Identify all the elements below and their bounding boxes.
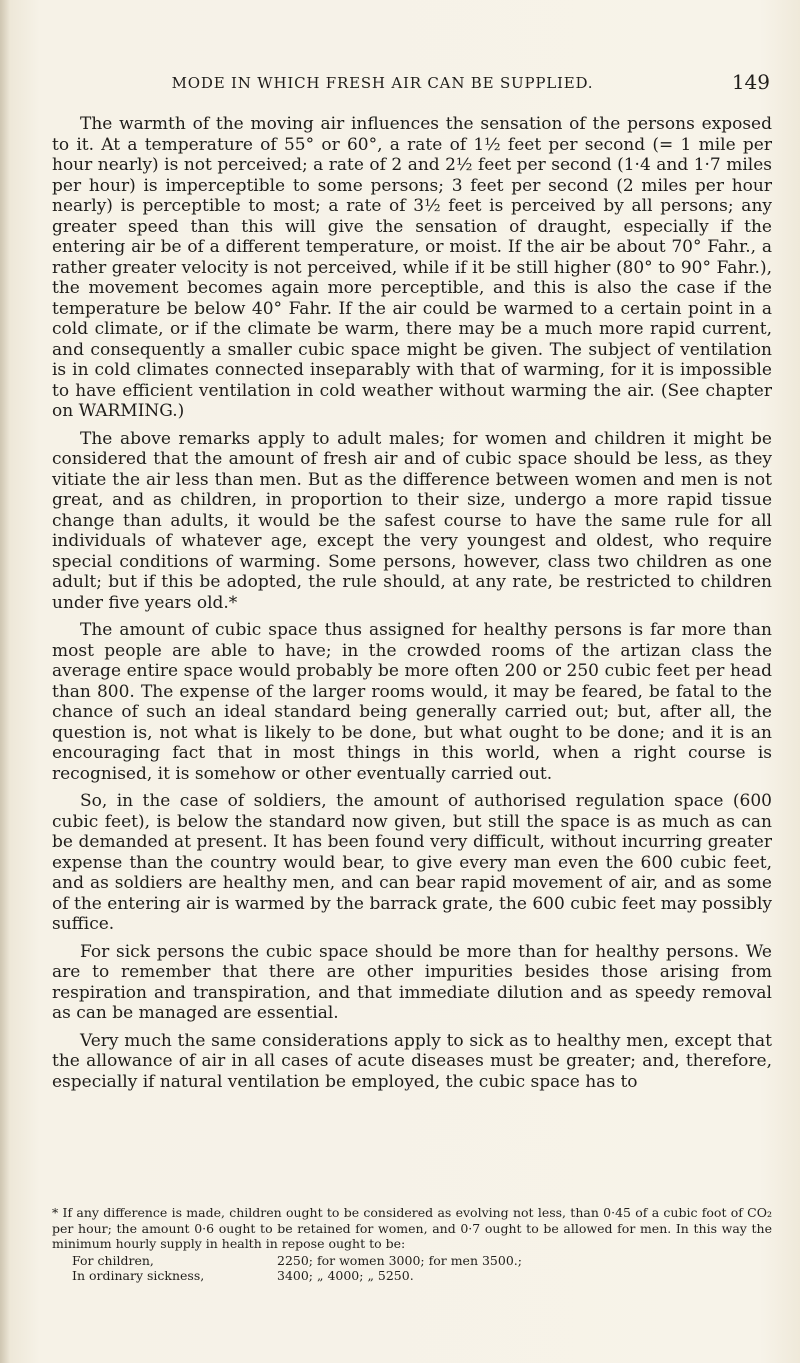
body-text bbox=[52, 114, 772, 1099]
paragraph: So, in the case of soldiers, the amount of authorised regulation space (600 cubic feet), is below the standard now given, but still the space is as much as can be demanded at present. It has been found very difficult, without incurring greater expense than the country would bear, to give every man even the 600 cubic feet, and as soldiers are healthy men, and can bear rapid movement of air, and as some of the entering air is warmed by the barrack grate, the 600 cubic feet may possibly suffice. bbox=[52, 791, 772, 934]
footnote-row-label: For children, bbox=[72, 1252, 154, 1268]
footnote-row bbox=[52, 1253, 772, 1269]
paragraph: For sick persons the cubic space should be more than for healthy persons. We are to remember that there are other impurities besides those arising from respiration and transpiration, and that immediate dilution and as speedy removal as can be managed are essential. bbox=[52, 941, 772, 1023]
footnote-text: * If any difference is made, children ought to be considered as evolving not less, than 0·45 of a cubic foot of CO₂ per hour; the amount 0·6 ought to be retained for women, and 0·7 ought to be allowed for men. In this way the minimum hourly supply in health in repose ought to be: bbox=[52, 1205, 772, 1251]
footnote-row-value: 2250; for women 3000; for men 3500.; bbox=[277, 1252, 522, 1268]
footnote-row bbox=[52, 1268, 772, 1284]
paragraph: Very much the same considerations apply to sick as to healthy men, except that the allowance of air in all cases of acute diseases must be greater; and, therefore, especially if natural ventilation be employed, the cubic space has to bbox=[52, 1030, 772, 1092]
paragraph: The amount of cubic space thus assigned for healthy persons is far more than most people are able to have; in the crowded rooms of the artizan class the average entire space would probably be more often 200 or 250 cubic feet per head than 800. The expense of the larger rooms would, it may be feared, be fatal to the chance of such an ideal standard being generally carried out; but, after all, the question is, not what is likely to be done, but what ought to be done; and it is an encouraging fact that in most things in this world, when a right course is recognised, it is somehow or other eventually carried out. bbox=[52, 620, 772, 784]
paragraph: The warmth of the moving air influences the sensation of the persons exposed to it. At a temperature of 55° or 60°, a rate of 1½ feet per second (= 1 mile per hour nearly) is not perceived; a rate of 2 and 2½ feet per second (1·4 and 1·7 miles per hour) is imperceptible to some persons; 3 feet per second (2 miles per hour nearly) is perceptible to most; a rate of 3½ feet is perceived by all persons; any greater speed than this will give the sensation of draught, especially if the entering air be of a different temperature, or moist. If the air be about 70° Fahr., a rather greater velocity is not perceived, while if it be still higher (80° to 90° Fahr.), the movement becomes again more perceptible, and this is also the case if the temperature be below 40° Fahr. If the air could be warmed to a certain point in a cold climate, or if the climate be warm, there may be a much more rapid current, and consequently a smaller cubic space might be given. The subject of ventilation is in cold climates connected inseparably with that of warming, for it is impossible to have efficient ventilation in cold weather without warming the air. (See chapter on WARMING.) bbox=[52, 114, 772, 421]
footnote-row-label: In ordinary sickness, bbox=[72, 1268, 205, 1283]
page-binding-shadow bbox=[0, 0, 10, 1363]
running-head: MODE IN WHICH FRESH AIR CAN BE SUPPLIED. bbox=[171, 74, 594, 92]
footnote bbox=[52, 1205, 772, 1284]
page-number: 149 bbox=[731, 70, 770, 94]
footnote-row-value: 3400; „ 4000; „ 5250. bbox=[277, 1268, 414, 1283]
page-header bbox=[55, 70, 770, 100]
footnote-table bbox=[52, 1253, 772, 1284]
paragraph: The above remarks apply to adult males; for women and children it might be considered that the amount of fresh air and of cubic space should be less, as they vitiate the air less than men. But as the difference between women and men is not great, and as children, in proportion to their size, undergo a more rapid tissue change than adults, it would be the safest course to have the same rule for all individuals of whatever age, except the very youngest and oldest, who require special conditions of warming. Some persons, however, class two children as one adult; but if this be adopted, the rule should, at any rate, be restricted to children under five years old.* bbox=[52, 428, 772, 613]
